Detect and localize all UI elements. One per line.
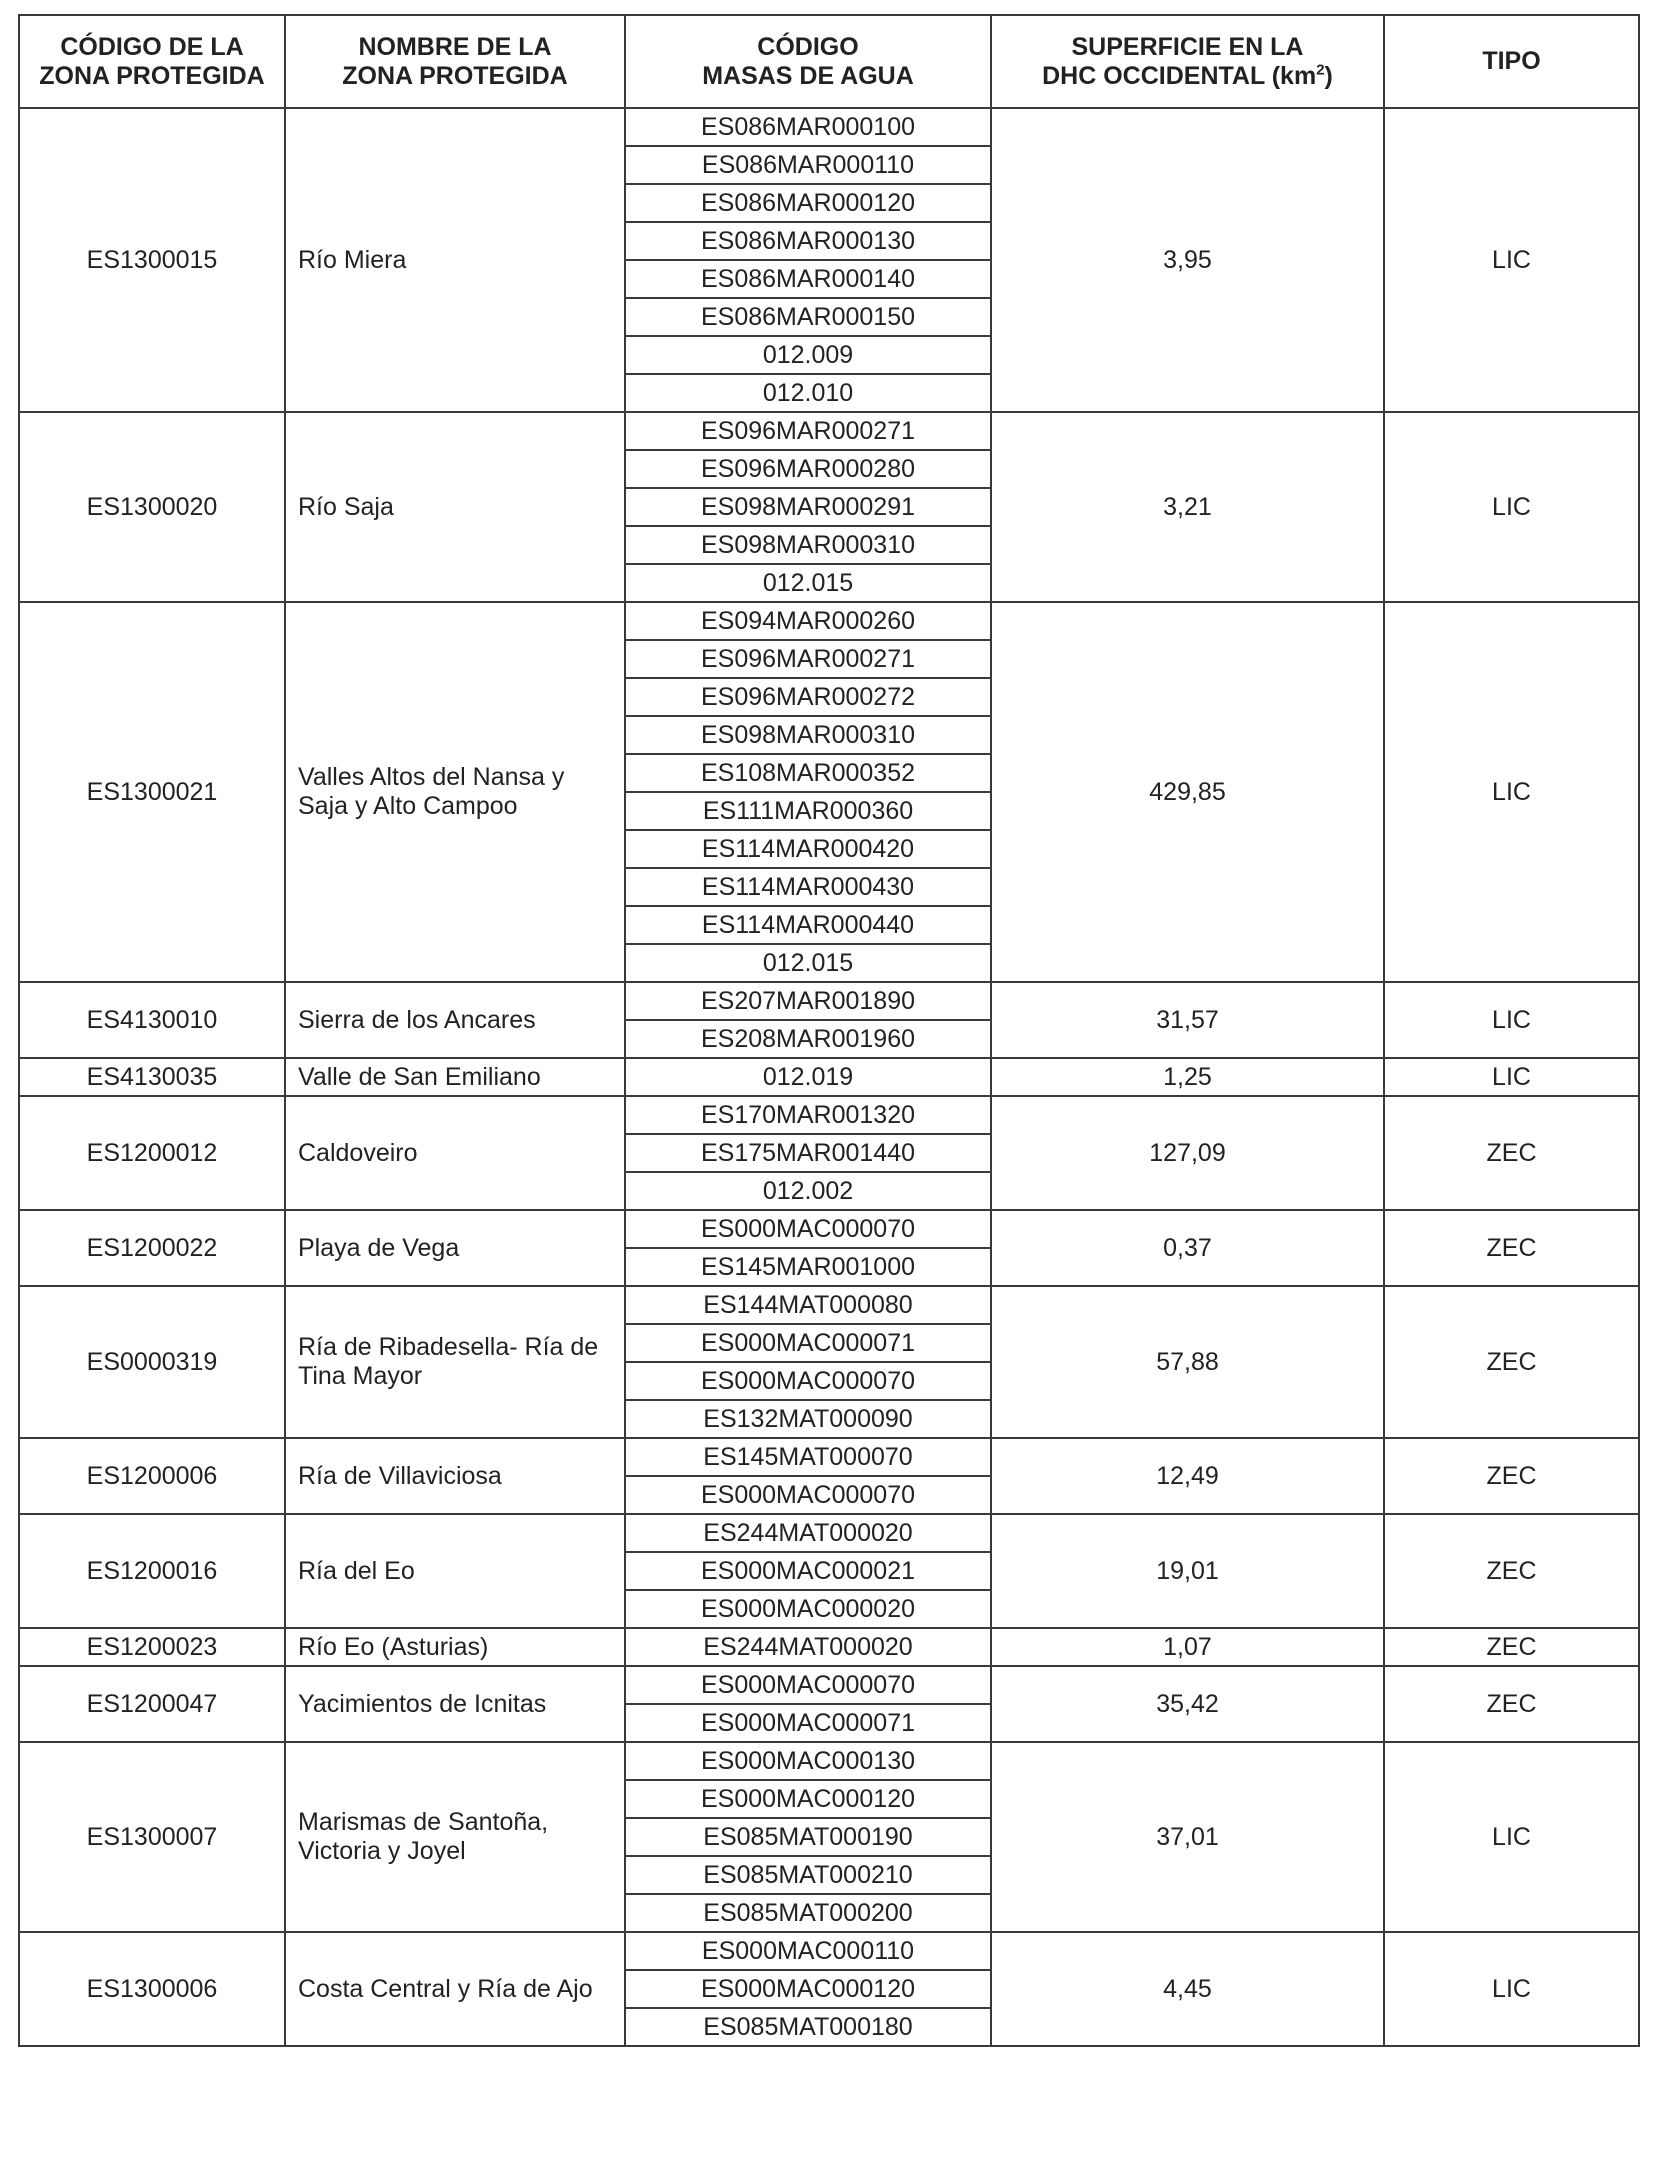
- water-body-code-cell: ES114MAR000430: [625, 868, 991, 906]
- zone-name-cell: Caldoveiro: [285, 1096, 625, 1210]
- zone-code-cell: ES4130035: [19, 1058, 285, 1096]
- water-body-code-cell: ES000MAC000130: [625, 1742, 991, 1780]
- type-cell: ZEC: [1384, 1286, 1639, 1438]
- water-body-code-cell: ES094MAR000260: [625, 602, 991, 640]
- water-body-code-cell: ES145MAT000070: [625, 1438, 991, 1476]
- header-line: MASAS DE AGUA: [702, 61, 914, 90]
- table-row: [19, 1666, 1639, 1704]
- water-body-code-cell: ES086MAR000130: [625, 222, 991, 260]
- zone-name-cell: Valle de San Emiliano: [285, 1058, 625, 1096]
- type-cell: LIC: [1384, 1742, 1639, 1932]
- water-body-code-cell: ES098MAR000291: [625, 488, 991, 526]
- water-body-code-cell: ES000MAC000070: [625, 1476, 991, 1514]
- header-line: DHC OCCIDENTAL (km: [1042, 61, 1317, 90]
- zone-name-cell: Ría del Eo: [285, 1514, 625, 1628]
- water-body-code-cell: ES244MAT000020: [625, 1628, 991, 1666]
- water-body-code-cell: ES000MAC000110: [625, 1932, 991, 1970]
- water-body-code-cell: ES085MAT000210: [625, 1856, 991, 1894]
- zone-code-cell: ES1300020: [19, 412, 285, 602]
- table-row: [19, 1210, 1639, 1248]
- water-body-code-cell: ES108MAR000352: [625, 754, 991, 792]
- water-body-code-cell: ES000MAC000120: [625, 1970, 991, 2008]
- surface-cell: 1,25: [991, 1058, 1384, 1096]
- zone-name-cell: Marismas de Santoña, Victoria y Joyel: [285, 1742, 625, 1932]
- water-body-code-cell: 012.009: [625, 336, 991, 374]
- water-body-code-cell: ES132MAT000090: [625, 1400, 991, 1438]
- table-body: [19, 108, 1639, 2046]
- water-body-code-cell: ES086MAR000140: [625, 260, 991, 298]
- surface-cell: 127,09: [991, 1096, 1384, 1210]
- table-row: [19, 1514, 1639, 1552]
- header-line: NOMBRE DE LA: [358, 32, 552, 61]
- water-body-code-cell: 012.019: [625, 1058, 991, 1096]
- zone-code-cell: ES1200047: [19, 1666, 285, 1742]
- water-body-code-cell: ES086MAR000100: [625, 108, 991, 146]
- water-body-code-cell: ES144MAT000080: [625, 1286, 991, 1324]
- water-body-code-cell: ES170MAR001320: [625, 1096, 991, 1134]
- header-line: SUPERFICIE EN LA: [1071, 32, 1304, 61]
- type-cell: LIC: [1384, 1058, 1639, 1096]
- table-row: [19, 1058, 1639, 1096]
- table-row: [19, 1096, 1639, 1134]
- header-superficie: [991, 15, 1384, 108]
- type-cell: ZEC: [1384, 1666, 1639, 1742]
- zone-name-cell: Río Saja: [285, 412, 625, 602]
- water-body-code-cell: ES000MAC000120: [625, 1780, 991, 1818]
- table-row: [19, 1628, 1639, 1666]
- header-codigo-zona: [19, 15, 285, 108]
- surface-cell: 19,01: [991, 1514, 1384, 1628]
- zone-code-cell: ES1200006: [19, 1438, 285, 1514]
- water-body-code-cell: ES111MAR000360: [625, 792, 991, 830]
- water-body-code-cell: 012.002: [625, 1172, 991, 1210]
- water-body-code-cell: ES085MAT000190: [625, 1818, 991, 1856]
- surface-cell: 3,95: [991, 108, 1384, 412]
- water-body-code-cell: ES145MAR001000: [625, 1248, 991, 1286]
- water-body-code-cell: ES085MAT000200: [625, 1894, 991, 1932]
- header-line: ZONA PROTEGIDA: [342, 61, 568, 90]
- water-body-code-cell: 012.010: [625, 374, 991, 412]
- surface-cell: 0,37: [991, 1210, 1384, 1286]
- table-row: [19, 602, 1639, 640]
- header-codigo-masas: [625, 15, 991, 108]
- type-cell: LIC: [1384, 982, 1639, 1058]
- type-cell: LIC: [1384, 412, 1639, 602]
- zone-code-cell: ES1200022: [19, 1210, 285, 1286]
- surface-cell: 429,85: [991, 602, 1384, 982]
- zone-name-cell: Ría de Ribadesella- Ría de Tina Mayor: [285, 1286, 625, 1438]
- water-body-code-cell: ES244MAT000020: [625, 1514, 991, 1552]
- zone-code-cell: ES1200012: [19, 1096, 285, 1210]
- zone-code-cell: ES4130010: [19, 982, 285, 1058]
- water-body-code-cell: ES096MAR000271: [625, 412, 991, 450]
- type-cell: LIC: [1384, 108, 1639, 412]
- zone-name-cell: Valles Altos del Nansa y Saja y Alto Campoo: [285, 602, 625, 982]
- table-row: [19, 1932, 1639, 1970]
- water-body-code-cell: 012.015: [625, 564, 991, 602]
- table-row: [19, 1742, 1639, 1780]
- zone-code-cell: ES1300007: [19, 1742, 285, 1932]
- water-body-code-cell: ES000MAC000020: [625, 1590, 991, 1628]
- surface-cell: 37,01: [991, 1742, 1384, 1932]
- surface-cell: 35,42: [991, 1666, 1384, 1742]
- type-cell: ZEC: [1384, 1096, 1639, 1210]
- water-body-code-cell: ES096MAR000280: [625, 450, 991, 488]
- table-row: [19, 1286, 1639, 1324]
- header-tipo: [1384, 15, 1639, 108]
- header-line: CÓDIGO DE LA: [60, 32, 244, 61]
- water-body-code-cell: ES098MAR000310: [625, 526, 991, 564]
- type-cell: ZEC: [1384, 1514, 1639, 1628]
- water-body-code-cell: ES000MAC000021: [625, 1552, 991, 1590]
- water-body-code-cell: ES086MAR000150: [625, 298, 991, 336]
- water-body-code-cell: ES096MAR000272: [625, 678, 991, 716]
- header-line: ): [1324, 61, 1333, 90]
- surface-cell: 3,21: [991, 412, 1384, 602]
- zone-code-cell: ES1300015: [19, 108, 285, 412]
- header-row: [19, 15, 1639, 108]
- zone-name-cell: Costa Central y Ría de Ajo: [285, 1932, 625, 2046]
- zone-name-cell: Sierra de los Ancares: [285, 982, 625, 1058]
- type-cell: LIC: [1384, 1932, 1639, 2046]
- zone-name-cell: Río Miera: [285, 108, 625, 412]
- water-body-code-cell: ES085MAT000180: [625, 2008, 991, 2046]
- surface-cell: 4,45: [991, 1932, 1384, 2046]
- zone-name-cell: Ría de Villaviciosa: [285, 1438, 625, 1514]
- header-line: CÓDIGO: [757, 32, 859, 61]
- table-row: [19, 108, 1639, 146]
- water-body-code-cell: ES207MAR001890: [625, 982, 991, 1020]
- water-body-code-cell: ES175MAR001440: [625, 1134, 991, 1172]
- water-body-code-cell: ES000MAC000071: [625, 1704, 991, 1742]
- water-body-code-cell: ES208MAR001960: [625, 1020, 991, 1058]
- header-line: TIPO: [1482, 47, 1541, 76]
- water-body-code-cell: ES000MAC000070: [625, 1666, 991, 1704]
- zone-code-cell: ES1200016: [19, 1514, 285, 1628]
- header-nombre-zona: [285, 15, 625, 108]
- water-body-code-cell: 012.015: [625, 944, 991, 982]
- zone-name-cell: Río Eo (Asturias): [285, 1628, 625, 1666]
- water-body-code-cell: ES098MAR000310: [625, 716, 991, 754]
- type-cell: ZEC: [1384, 1438, 1639, 1514]
- type-cell: LIC: [1384, 602, 1639, 982]
- protected-zones-table: [18, 14, 1640, 2047]
- type-cell: ZEC: [1384, 1628, 1639, 1666]
- header-line: ZONA PROTEGIDA: [39, 61, 265, 90]
- type-cell: ZEC: [1384, 1210, 1639, 1286]
- surface-cell: 1,07: [991, 1628, 1384, 1666]
- zone-name-cell: Yacimientos de Icnitas: [285, 1666, 625, 1742]
- water-body-code-cell: ES114MAR000420: [625, 830, 991, 868]
- table-row: [19, 412, 1639, 450]
- surface-cell: 31,57: [991, 982, 1384, 1058]
- water-body-code-cell: ES000MAC000070: [625, 1362, 991, 1400]
- water-body-code-cell: ES114MAR000440: [625, 906, 991, 944]
- table-row: [19, 1438, 1639, 1476]
- zone-code-cell: ES1300021: [19, 602, 285, 982]
- water-body-code-cell: ES000MAC000071: [625, 1324, 991, 1362]
- zone-name-cell: Playa de Vega: [285, 1210, 625, 1286]
- zone-code-cell: ES1300006: [19, 1932, 285, 2046]
- zone-code-cell: ES0000319: [19, 1286, 285, 1438]
- table-row: [19, 982, 1639, 1020]
- water-body-code-cell: ES096MAR000271: [625, 640, 991, 678]
- zone-code-cell: ES1200023: [19, 1628, 285, 1666]
- header-superscript: 2: [1316, 61, 1325, 79]
- water-body-code-cell: ES086MAR000120: [625, 184, 991, 222]
- water-body-code-cell: ES086MAR000110: [625, 146, 991, 184]
- water-body-code-cell: ES000MAC000070: [625, 1210, 991, 1248]
- surface-cell: 12,49: [991, 1438, 1384, 1514]
- surface-cell: 57,88: [991, 1286, 1384, 1438]
